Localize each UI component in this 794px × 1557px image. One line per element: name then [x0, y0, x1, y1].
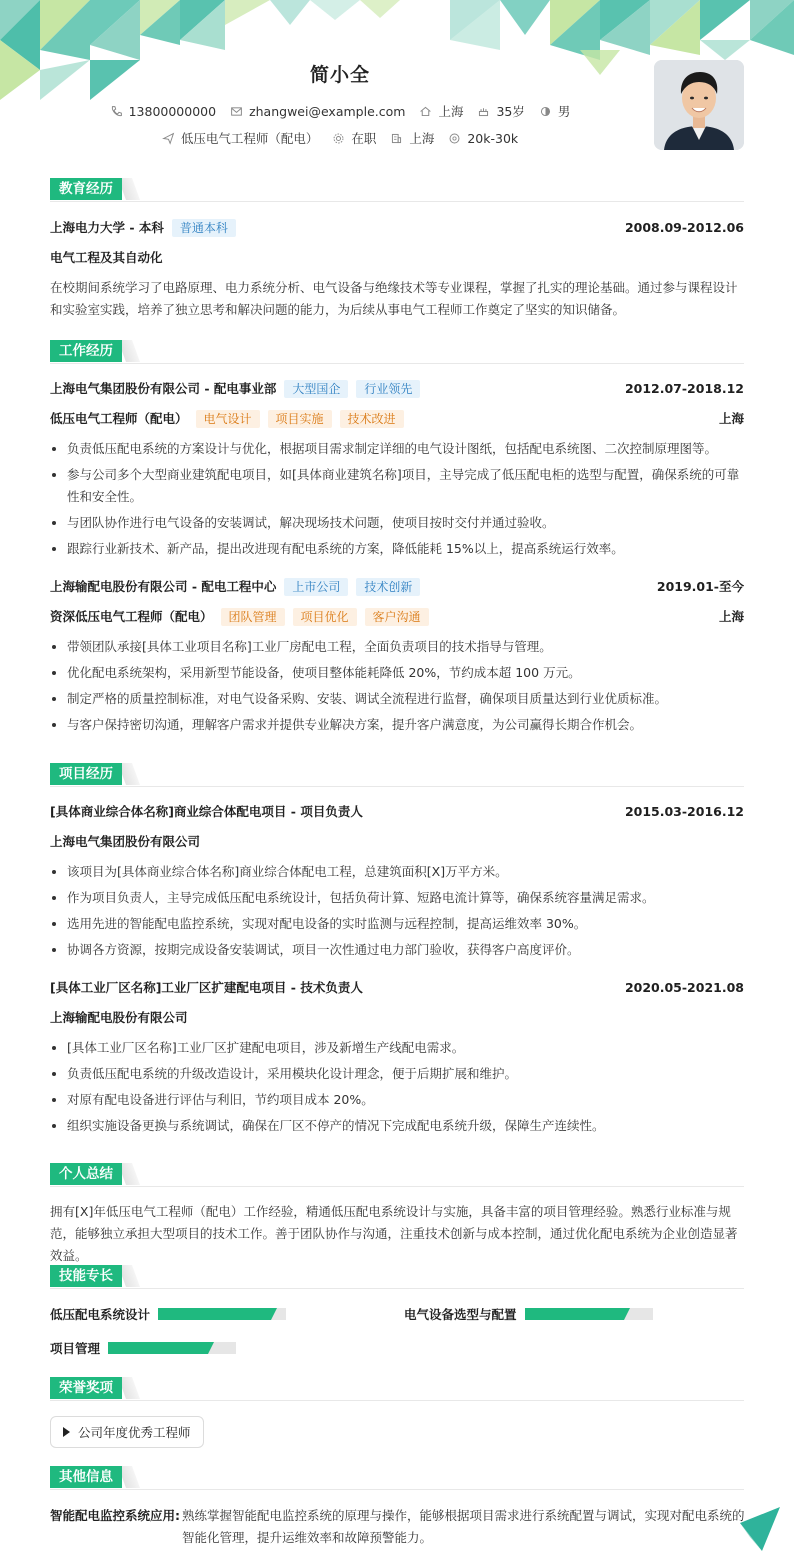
work-city: 上海 — [718, 609, 744, 624]
section-skills — [50, 1265, 744, 1287]
list-item: 制定严格的质量控制标准，对电气设备采购、安装、调试全流程进行监督，确保项目质量达到行业优质标准。 — [50, 688, 744, 710]
company-tag: 大型国企 — [284, 380, 348, 398]
education-period: 2008.09-2012.06 — [624, 220, 744, 235]
company-tag: 技术创新 — [356, 578, 420, 596]
skill-name: 项目管理 — [50, 1341, 101, 1356]
skill-bar — [108, 1342, 236, 1354]
section-title: 项目经历 — [50, 763, 122, 785]
target-position-text: 低压电气工程师（配电） — [180, 131, 319, 146]
section-summary — [50, 1163, 744, 1185]
project-bullets — [50, 1037, 744, 1141]
play-icon — [63, 1427, 70, 1437]
project-name: [具体工业厂区名称]工业厂区扩建配电项目 - 技术负责人 — [50, 980, 363, 995]
section-divider — [50, 201, 744, 202]
section-title: 其他信息 — [50, 1466, 122, 1488]
section-work — [50, 340, 744, 362]
company-name: 上海电气集团股份有限公司 - 配电事业部 — [50, 381, 277, 396]
skill-name: 低压配电系统设计 — [50, 1307, 151, 1322]
other-label: 智能配电监控系统应用: — [50, 1508, 180, 1523]
list-item: 负责低压配电系统的升级改造设计，采用模块化设计理念，便于后期扩展和维护。 — [50, 1063, 744, 1085]
section-title: 技能专长 — [50, 1265, 122, 1287]
section-education — [50, 178, 744, 200]
project-name: [具体商业综合体名称]商业综合体配电项目 - 项目负责人 — [50, 804, 363, 819]
section-other — [50, 1466, 744, 1488]
list-item: 带领团队承接[具体工业项目名称]工业厂房配电工程，全面负责项目的技术指导与管理。 — [50, 636, 744, 658]
skill-tag: 项目实施 — [268, 410, 332, 428]
target-city-item — [390, 129, 434, 147]
target-position-item — [162, 129, 319, 147]
section-divider — [50, 1186, 744, 1187]
hometown-text: 上海 — [438, 104, 464, 119]
job-title: 资深低压电气工程师（配电） — [50, 609, 213, 624]
candidate-name: 简小全 — [309, 64, 370, 86]
company-name: 上海输配电股份有限公司 - 配电工程中心 — [50, 579, 277, 594]
skill-bar — [525, 1308, 653, 1320]
section-divider — [50, 786, 744, 787]
skill-fill — [158, 1308, 271, 1320]
project-bullets — [50, 861, 744, 965]
section-divider — [50, 1288, 744, 1289]
phone-item — [110, 104, 216, 119]
work-city: 上海 — [718, 411, 744, 426]
work-period: 2012.07-2018.12 — [624, 381, 744, 396]
work-bullets — [50, 636, 744, 740]
phone-icon — [110, 105, 123, 118]
status-text: 在职 — [351, 131, 377, 146]
company-tag: 行业领先 — [356, 380, 420, 398]
section-title: 荣誉奖项 — [50, 1377, 122, 1399]
skill-item — [50, 1339, 236, 1357]
major: 电气工程及其自动化 — [50, 250, 163, 265]
education-description: 在校期间系统学习了电路原理、电力系统分析、电气设备与绝缘技术等专业课程，掌握了扎实的理论基础。通过参与课程设计和实验室实践，培养了独立思考和解决问题的能力，为后续从事电气工程师工作奠定了坚实的知识储备。 — [50, 280, 738, 317]
resume-header — [0, 0, 794, 170]
work-bullets — [50, 438, 744, 564]
list-item: 选用先进的智能配电监控系统，实现对配电设备的实时监测与远程控制，提高运维效率 30%。 — [50, 913, 744, 935]
skill-tag: 电气设计 — [196, 410, 260, 428]
project-period: 2015.03-2016.12 — [624, 804, 744, 819]
skill-fill — [108, 1342, 208, 1354]
skill-tag: 团队管理 — [221, 608, 285, 626]
home-icon — [419, 105, 432, 118]
list-item: 参与公司多个大型商业建筑配电项目，如[具体商业建筑名称]项目，主导完成了低压配电柜的选型与配置，确保系统的可靠性和安全性。 — [50, 464, 744, 508]
skill-tag: 项目优化 — [293, 608, 357, 626]
skill-item — [50, 1305, 286, 1323]
age-item — [477, 102, 524, 120]
contact-row — [0, 102, 680, 120]
gender-item — [539, 102, 571, 120]
email-icon — [230, 105, 243, 118]
list-item: 与客户保持密切沟通，理解客户需求并提供专业解决方案，提升客户满意度，为公司赢得长期合作机会。 — [50, 714, 744, 736]
skill-fill — [525, 1308, 625, 1320]
list-item: 作为项目负责人，主导完成低压配电系统设计，包括负荷计算、短路电流计算等，确保系统容量满足需求。 — [50, 887, 744, 909]
section-projects — [50, 763, 744, 785]
skill-tag: 技术改进 — [340, 410, 404, 428]
list-item: 对原有配电设备进行评估与利旧，节约项目成本 20%。 — [50, 1089, 744, 1111]
skill-tag: 客户沟通 — [365, 608, 429, 626]
section-title: 教育经历 — [50, 178, 122, 200]
salary-item — [448, 131, 518, 146]
list-item: 与团队协作进行电气设备的安装调试，解决现场技术问题，使项目按时交付并通过验收。 — [50, 512, 744, 534]
section-divider — [50, 363, 744, 364]
school-tag: 普通本科 — [172, 219, 236, 237]
list-item: 优化配电系统架构，采用新型节能设备，使项目整体能耗降低 20%，节约成本超 100 万元。 — [50, 662, 744, 684]
list-item: [具体工业厂区名称]工业厂区扩建配电项目，涉及新增生产线配电需求。 — [50, 1037, 744, 1059]
list-item: 跟踪行业新技术、新产品，提出改进现有配电系统的方案，降低能耗 15%以上，提高系统运行效率。 — [50, 538, 744, 560]
list-item: 该项目为[具体商业综合体名称]商业综合体配电工程，总建筑面积[X]万平方米。 — [50, 861, 744, 883]
project-company: 上海电气集团股份有限公司 — [50, 834, 201, 849]
age-text: 35岁 — [496, 104, 525, 119]
award-text: 公司年度优秀工程师 — [78, 1425, 191, 1440]
send-icon — [162, 132, 175, 145]
summary-text: 拥有[X]年低压电气工程师（配电）工作经验，精通低压配电系统设计与实施，具备丰富的项目管理经验。熟悉行业标准与规范，能够独立承担大型项目的技术工作。善于团队协作与沟通，注重技术创新与成本控制，通过优化配电系统为企业创造显著效益。 — [50, 1204, 738, 1263]
company-tag: 上市公司 — [284, 578, 348, 596]
project-company: 上海输配电股份有限公司 — [50, 1010, 188, 1025]
target-city-text: 上海 — [409, 131, 435, 146]
salary-text: 20k-30k — [467, 130, 519, 146]
email-text: zhangwei@example.com — [249, 103, 406, 119]
job-intention-row — [0, 129, 680, 147]
hometown-item — [419, 102, 463, 120]
avatar-portrait — [654, 60, 744, 150]
list-item: 负责低压配电系统的方案设计与优化，根据项目需求制定详细的电气设计图纸，包括配电系统图、二次控制原理图等。 — [50, 438, 744, 460]
skill-item — [404, 1305, 653, 1323]
list-item: 协调各方资源，按期完成设备安装调试，项目一次性通过电力部门验收，获得客户高度评价。 — [50, 939, 744, 961]
status-item — [332, 129, 376, 147]
project-period: 2020.05-2021.08 — [624, 980, 744, 995]
cake-icon — [477, 105, 490, 118]
section-divider — [50, 1400, 744, 1401]
work-period: 2019.01-至今 — [656, 579, 744, 594]
skill-name: 电气设备选型与配置 — [404, 1307, 517, 1322]
section-divider — [50, 1489, 744, 1490]
skill-bar — [158, 1308, 286, 1320]
section-title: 工作经历 — [50, 340, 122, 362]
gender-icon — [539, 105, 552, 118]
gender-text: 男 — [557, 104, 571, 119]
other-text: 熟练掌握智能配电监控系统的原理与操作，能够根据项目需求进行系统配置与调试，实现对配电系统的智能化管理，提升运维效率和故障预警能力。 — [182, 1508, 745, 1545]
section-honors — [50, 1377, 744, 1399]
section-title: 个人总结 — [50, 1163, 122, 1185]
list-item: 组织实施设备更换与系统调试，确保在厂区不停产的情况下完成配电系统升级，保障生产连续性。 — [50, 1115, 744, 1137]
coin-icon — [448, 132, 461, 145]
building-icon — [390, 132, 403, 145]
email-item — [230, 104, 405, 119]
avatar — [654, 60, 744, 150]
gear-icon — [332, 132, 345, 145]
award-item — [50, 1416, 204, 1448]
phone-text: 13800000000 — [128, 103, 217, 119]
school-name: 上海电力大学 - 本科 — [50, 220, 164, 235]
job-title: 低压电气工程师（配电） — [50, 411, 188, 426]
